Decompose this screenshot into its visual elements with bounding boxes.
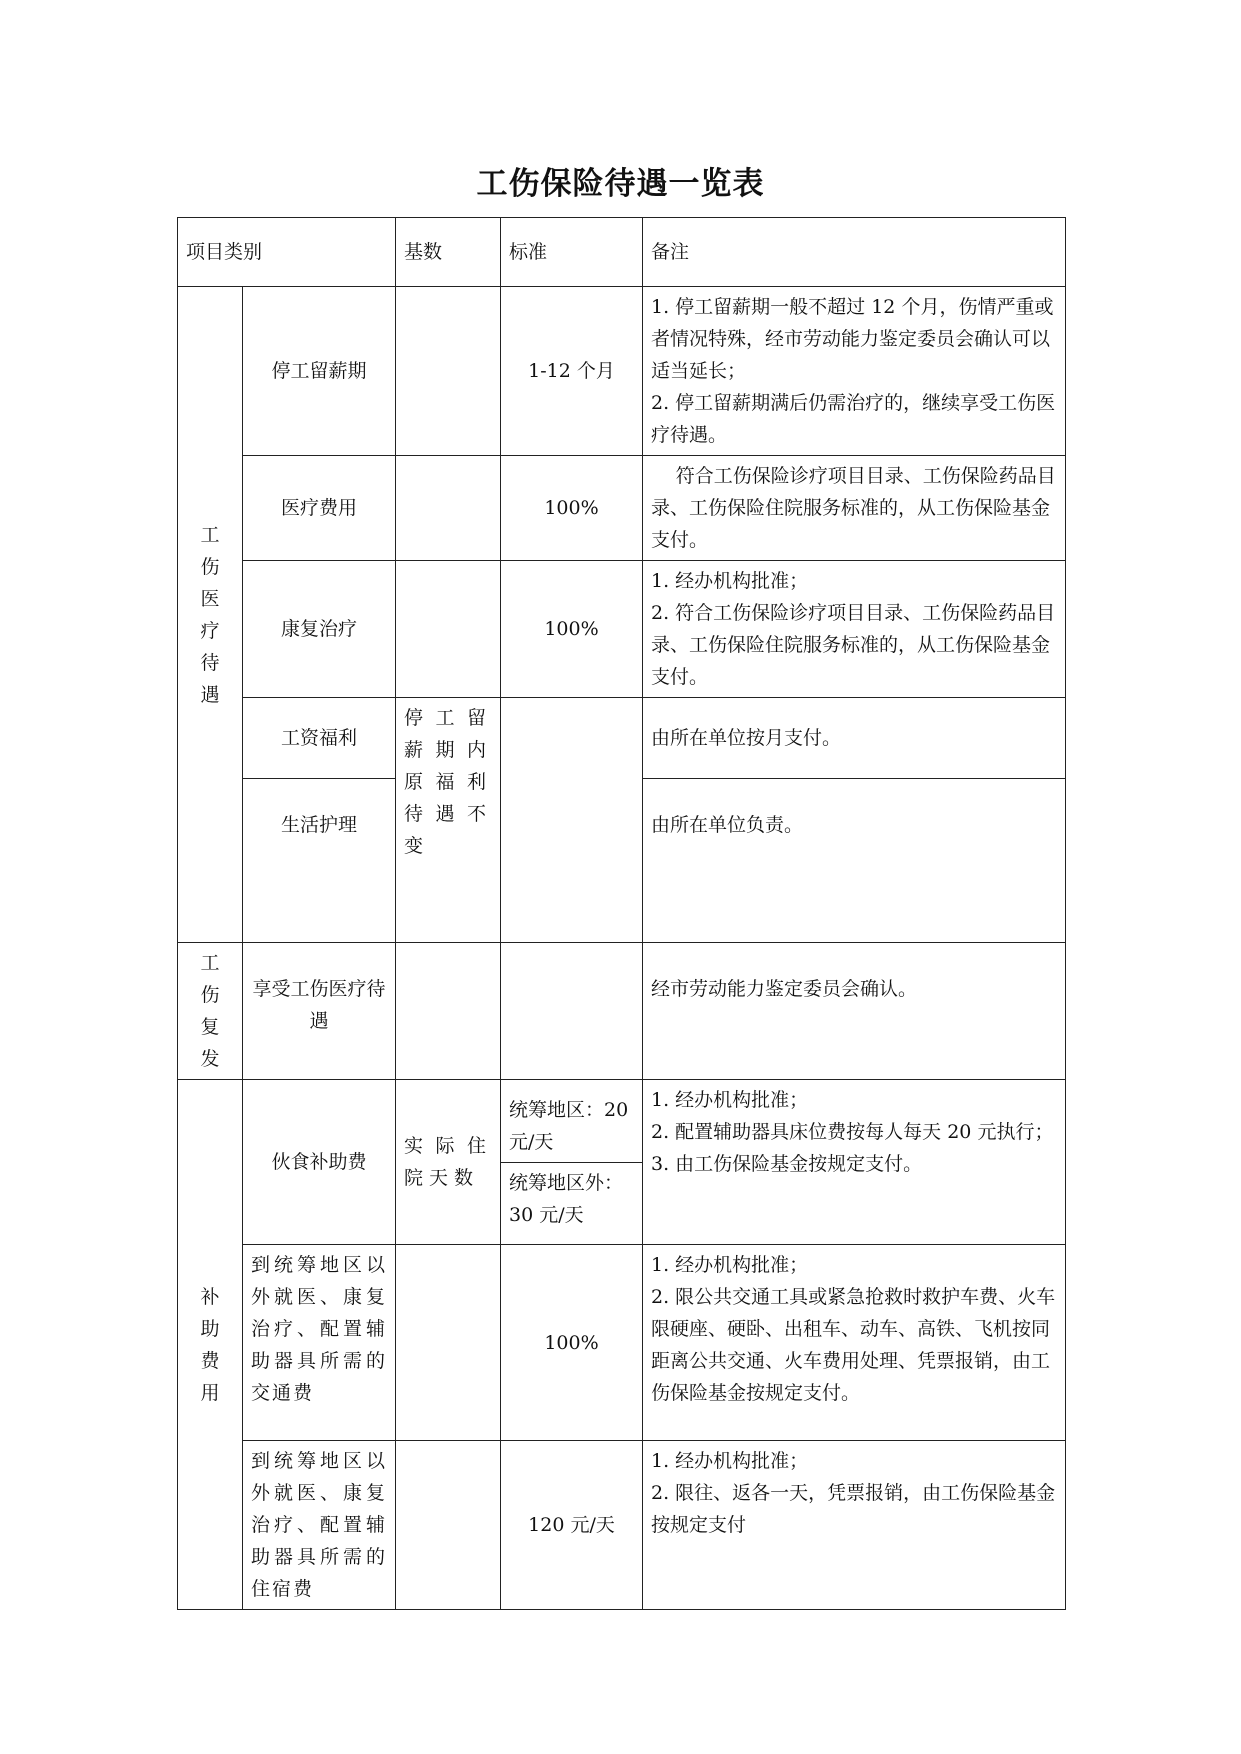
note-line: 2. 符合工伤保险诊疗项目目录、工伤保险药品目录、工伤保险住院服务标准的，从工伤保险基金支付。 (651, 602, 1056, 688)
item-name: 到统筹地区以外就医、康复治疗、配置辅助器具所需的住宿费 (243, 1441, 396, 1610)
note-cell (643, 561, 1066, 698)
standard-value: 1-12 个月 (501, 287, 643, 456)
standard-value: 120 元/天 (501, 1441, 643, 1610)
base-value (396, 1245, 501, 1441)
header-row (178, 218, 1066, 287)
group-label: 工伤复发 (200, 952, 220, 1070)
standard-value: 100% (501, 1245, 643, 1441)
table-row (178, 1441, 1066, 1610)
note-line: 由所在单位负责。 (651, 814, 804, 836)
note-line: 1. 停工留薪期一般不超过 12 个月，伤情严重或者情况特殊，经市劳动能力鉴定委员会确认可以适当延长； (651, 296, 1054, 382)
note-cell (643, 943, 1066, 1080)
standard-value: 100% (501, 561, 643, 698)
note-line: 1. 经办机构批准； (651, 1450, 809, 1472)
item-name: 到统筹地区以外就医、康复治疗、配置辅助器具所需的交通费 (243, 1245, 396, 1441)
base-value (396, 943, 501, 1080)
standard-value (501, 698, 643, 943)
note-line: 2. 配置辅助器具床位费按每人每天 20 元执行； (651, 1121, 1054, 1143)
group-label: 工伤医疗待遇 (200, 523, 220, 706)
item-name: 康复治疗 (243, 561, 396, 698)
note-cell (643, 287, 1066, 456)
group-subsidy (178, 1080, 243, 1610)
item-name: 停工留薪期 (243, 287, 396, 456)
note-cell (643, 456, 1066, 561)
group-medical (178, 287, 243, 943)
note-cell (643, 1245, 1066, 1441)
table-row (178, 943, 1066, 1080)
benefits-table (177, 217, 1066, 1610)
note-cell (643, 698, 1066, 779)
base-value (396, 561, 501, 698)
item-name: 医疗费用 (243, 456, 396, 561)
standard-value: 100% (501, 456, 643, 561)
base-value (396, 287, 501, 456)
table-row (178, 561, 1066, 698)
standard-out-region: 统筹地区外：30 元/天 (509, 1171, 624, 1226)
header-note: 备注 (643, 218, 1066, 287)
table-row (178, 698, 1066, 779)
note-line: 2. 限公共交通工具或紧急抢救时救护车费、火车限硬座、硬卧、出租车、动车、高铁、飞机按同距离公共交通、火车费用处理、凭票报销，由工伤保险基金按规定支付。 (651, 1286, 1056, 1404)
note-cell (643, 1080, 1066, 1245)
item-name: 生活护理 (243, 779, 396, 943)
table-row (178, 456, 1066, 561)
note-line: 1. 经办机构批准； (651, 1089, 809, 1111)
note-line: 符合工伤保险诊疗项目目录、工伤保险药品目录、工伤保险住院服务标准的，从工伤保险基金支付。 (651, 465, 1056, 551)
note-line: 3. 由工伤保险基金按规定支付。 (651, 1153, 923, 1175)
note-line: 2. 停工留薪期满后仍需治疗的，继续享受工伤医疗待遇。 (651, 392, 1056, 446)
standard-value (501, 1080, 643, 1245)
header-standard: 标准 (501, 218, 643, 287)
item-name: 工资福利 (243, 698, 396, 779)
base-value: 停工留薪期内原福利待遇不变 (396, 698, 501, 943)
standard-in-region: 统筹地区：20 元/天 (501, 1090, 642, 1163)
item-name: 享受工伤医疗待遇 (243, 943, 396, 1080)
base-value (396, 1441, 501, 1610)
group-label: 补助费用 (200, 1285, 220, 1404)
header-category: 项目类别 (178, 218, 396, 287)
table-row (178, 1080, 1066, 1245)
note-line: 1. 经办机构批准； (651, 570, 809, 592)
note-line: 1. 经办机构批准； (651, 1254, 809, 1276)
group-relapse (178, 943, 243, 1080)
table-row (178, 287, 1066, 456)
item-name: 伙食补助费 (243, 1080, 396, 1245)
table-row (178, 1245, 1066, 1441)
note-line: 由所在单位按月支付。 (651, 727, 842, 749)
header-base: 基数 (396, 218, 501, 287)
standard-value (501, 943, 643, 1080)
page-title: 工伤保险待遇一览表 (476, 166, 765, 202)
base-value: 实际住院天数 (396, 1080, 501, 1245)
base-value (396, 456, 501, 561)
note-line: 经市劳动能力鉴定委员会确认。 (651, 978, 918, 1000)
note-line: 2. 限往、返各一天，凭票报销，由工伤保险基金按规定支付 (651, 1482, 1056, 1536)
note-cell (643, 779, 1066, 943)
note-cell (643, 1441, 1066, 1610)
